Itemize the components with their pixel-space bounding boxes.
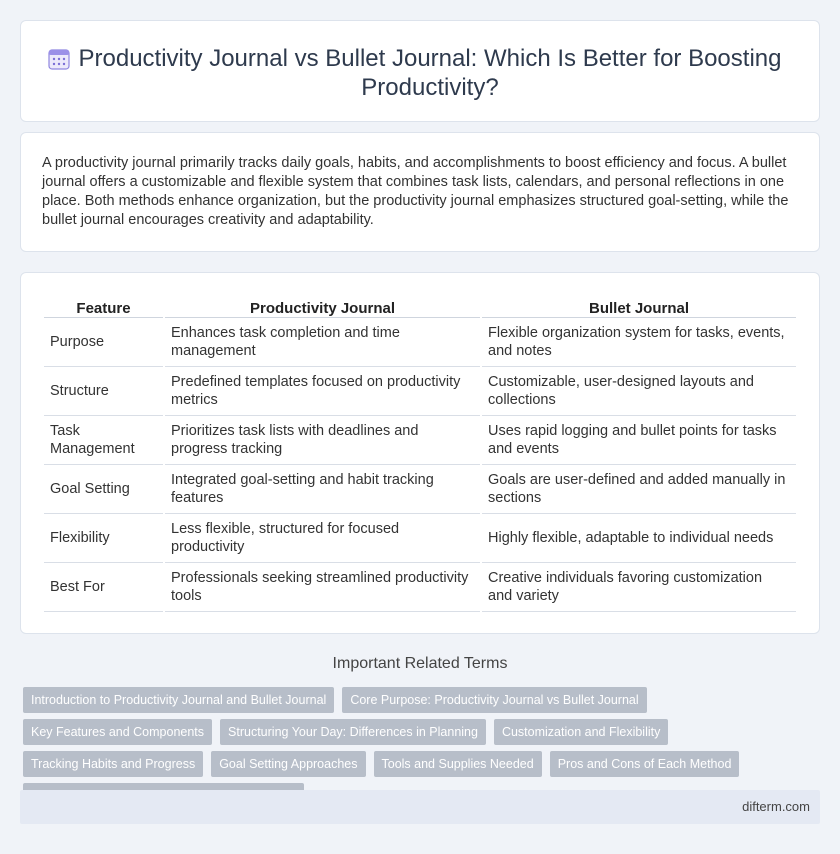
table-cell: Integrated goal-setting and habit tracking features xyxy=(165,465,480,514)
header-feature: Feature xyxy=(44,296,163,318)
header-productivity-journal: Productivity Journal xyxy=(165,296,480,318)
header-bullet-journal: Bullet Journal xyxy=(482,296,796,318)
table-row xyxy=(44,318,796,367)
page-title: Productivity Journal vs Bullet Journal: Which Is Better for Boosting Productivity? xyxy=(78,45,782,101)
table-header-row xyxy=(44,296,796,318)
related-term-tag[interactable]: Tools and Supplies Needed xyxy=(374,751,542,777)
table-cell: Highly flexible, adaptable to individual needs xyxy=(482,514,796,563)
comparison-table xyxy=(42,296,798,612)
table-cell: Goal Setting xyxy=(44,465,163,514)
intro-paragraph: A productivity journal primarily tracks daily goals, habits, and accomplishments to boost efficiency and focus. A bullet journal offers a customizable and flexible system that combines task lists, calendars, and personal reflections in one place. Both methods enhance organization, but the productivity journal emphasizes structured goal-setting, while the bullet journal encourages creativity and adaptability. xyxy=(42,155,789,228)
table-cell: Predefined templates focused on productivity metrics xyxy=(165,367,480,416)
related-term-tag[interactable]: Tracking Habits and Progress xyxy=(23,751,203,777)
intro-card xyxy=(20,132,820,252)
related-term-tag[interactable]: Key Features and Components xyxy=(23,719,212,745)
table-cell: Task Management xyxy=(44,416,163,465)
table-cell: Enhances task completion and time management xyxy=(165,318,480,367)
comparison-card xyxy=(20,272,820,634)
table-row xyxy=(44,563,796,612)
table-cell: Uses rapid logging and bullet points for tasks and events xyxy=(482,416,796,465)
table-row xyxy=(44,416,796,465)
table-cell: Purpose xyxy=(44,318,163,367)
table-cell: Best For xyxy=(44,563,163,612)
table-row xyxy=(44,367,796,416)
title-card xyxy=(20,20,820,122)
table-cell: Structure xyxy=(44,367,163,416)
table-row xyxy=(44,465,796,514)
related-terms-title: Important Related Terms xyxy=(332,655,508,672)
related-term-tag[interactable]: Pros and Cons of Each Method xyxy=(550,751,740,777)
related-term-tag[interactable]: Introduction to Productivity Journal and Bullet Journal xyxy=(23,687,334,713)
table-cell: Flexibility xyxy=(44,514,163,563)
table-cell: Creative individuals favoring customization and variety xyxy=(482,563,796,612)
related-term-tag[interactable]: Structuring Your Day: Differences in Planning xyxy=(220,719,486,745)
related-term-tag[interactable]: Goal Setting Approaches xyxy=(211,751,365,777)
table-cell: Less flexible, structured for focused productivity xyxy=(165,514,480,563)
table-row xyxy=(44,514,796,563)
related-term-tag[interactable]: Core Purpose: Productivity Journal vs Bullet Journal xyxy=(342,687,646,713)
table-cell: Goals are user-defined and added manually in sections xyxy=(482,465,796,514)
table-cell: Prioritizes task lists with deadlines and progress tracking xyxy=(165,416,480,465)
related-term-tag[interactable]: Customization and Flexibility xyxy=(494,719,668,745)
footer xyxy=(20,790,820,824)
table-cell: Flexible organization system for tasks, events, and notes xyxy=(482,318,796,367)
table-cell: Professionals seeking streamlined productivity tools xyxy=(165,563,480,612)
footer-site-link[interactable]: difterm.com xyxy=(742,799,810,814)
table-cell: Customizable, user-designed layouts and collections xyxy=(482,367,796,416)
